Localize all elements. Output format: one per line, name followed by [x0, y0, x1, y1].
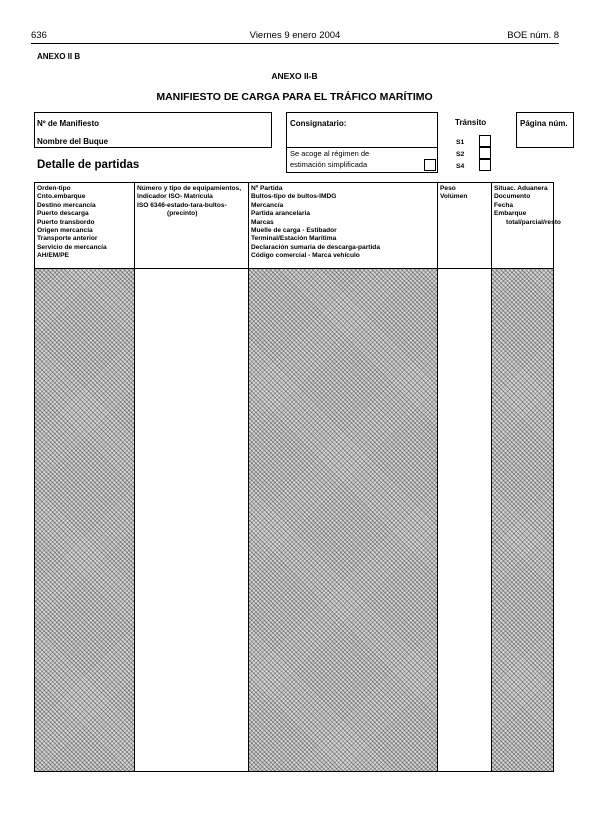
page-number-box: [516, 112, 574, 148]
column-body[interactable]: [438, 269, 491, 771]
manifest-ship-box: [34, 112, 272, 148]
page-header: [31, 29, 559, 44]
column-header: Situac. Aduanera Documento Fecha Embarque total/parcial/resto: [492, 183, 553, 269]
bulletin-number: BOE núm. 8: [507, 30, 559, 41]
page-number-label: Página núm.: [520, 119, 568, 128]
shaded-column-body: [35, 269, 134, 771]
table-column-customs: [492, 183, 561, 771]
ship-name-label: Nombre del Buque: [37, 137, 109, 146]
table-column-order: [35, 183, 135, 771]
detail-table: [34, 182, 561, 772]
shaded-column-body: [249, 269, 437, 771]
simplified-regime-checkbox[interactable]: [424, 159, 436, 171]
simplified-regime-line1: Se acoge al régimen de: [290, 149, 370, 158]
consignee-box: [286, 112, 438, 148]
transit-option-s4: S4: [456, 163, 465, 170]
consignee-label: Consignatario:: [290, 119, 347, 128]
transit-s1-checkbox[interactable]: [479, 135, 491, 147]
transit-option-s2: S2: [456, 151, 465, 158]
column-header: Número y tipo de equipamientos, Indicador ISO- Matrícula ISO 6346-estado-tara-bultos- (precinto): [135, 183, 248, 269]
main-title: MANIFIESTO DE CARGA PARA EL TRÁFICO MARÍTIMO: [156, 91, 433, 103]
simplified-regime-line2: estimación simplificada: [290, 160, 368, 169]
table-column-weight: [438, 183, 492, 771]
simplified-regime-box: [286, 148, 438, 173]
column-header: Nº Partida Bultos-tipo de bultos-IMDG Mercancía Partida arancelaria Marcas Muelle de carga - Estibador Terminal/Estación Marítima Declaración sumaria de descarga-partida Código comercial - Marca vehículo: [249, 183, 437, 269]
transit-s2-checkbox[interactable]: [479, 147, 491, 159]
shaded-column-body: [492, 269, 553, 771]
annex-label: ANEXO II B: [37, 52, 81, 61]
column-header: Peso Volúmen: [438, 183, 491, 269]
table-column-item: [249, 183, 438, 771]
transit-option-s1: S1: [456, 139, 465, 146]
publication-date: Viernes 9 enero 2004: [249, 30, 341, 41]
transit-s4-checkbox[interactable]: [479, 159, 491, 171]
column-body[interactable]: [135, 269, 248, 771]
section-title: Detalle de partidas: [37, 159, 140, 171]
transit-label: Tránsito: [455, 118, 487, 127]
annex-title: ANEXO II-B: [271, 71, 318, 81]
manifest-number-label: Nº de Manifiesto: [37, 119, 100, 128]
table-column-equipment: [135, 183, 249, 771]
column-header: Orden-tipo Cnto.embarque Destino mercancía Puerto descarga Puerto transbordo Origen mercancía Transporte anterior Servicio de mercancía AH/EM/PE: [35, 183, 134, 269]
page-number: 636: [31, 30, 47, 41]
